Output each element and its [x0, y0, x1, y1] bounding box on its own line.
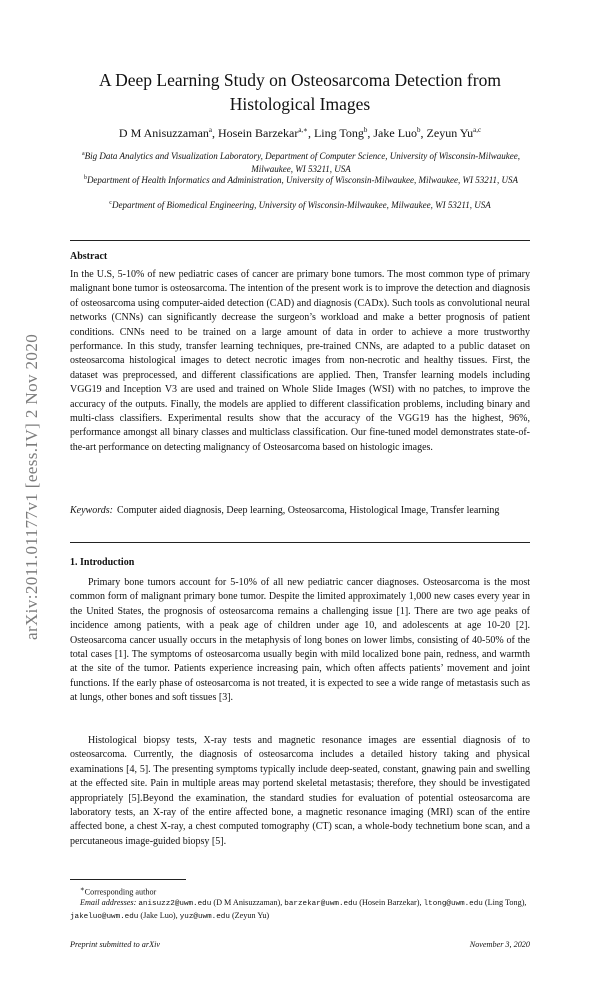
keywords: [70, 504, 530, 518]
author-name: Jake Luo: [373, 126, 418, 140]
email-owner: (D M Anisuzzaman),: [213, 898, 283, 907]
introduction-paragraph: Histological biopsy tests, X-ray tests and magnetic resonance images are essential diagnosis of to osteosarcoma. Currently, the diagnosis of osteosarcoma includes a detailed history taking and physical examinations [4, 5]. The presenting symptoms typically include deep-seated, constant, gnawing pain and swelling at the effected site. Pain in multiple areas may portend skeletal metastasis; therefore, they should be investigated appropriately [5].Beyond the examination, the standard studies for evaluation of potential osteosarcoma are laboratory tests, an X-ray of the entire affected bone, a magnetic resonance imaging (MRI) scan of the entire affected bone, a chest X-ray, a chest computed tomography (CT) scan, a whole-body technetium bone scan, and a percutaneous image-guided biopsy [5].: [70, 735, 530, 847]
author-name: Ling Tong: [313, 126, 364, 140]
affiliation: [76, 172, 526, 187]
author-name: Hosein Barzekar: [218, 126, 299, 140]
email-owner: (Hosein Barzekar),: [359, 898, 422, 907]
email-owner: (Zeyun Yu): [231, 911, 270, 920]
email-addresses: [70, 897, 530, 923]
title-line: A Deep Learning Study on Osteosarcoma Detection from: [99, 70, 501, 90]
affiliation-text: Department of Biomedical Engineering, University of Wisconsin-Milwaukee, Milwaukee, WI 53211, USA: [111, 200, 491, 210]
footnote-rule: [70, 879, 186, 880]
author-name: D M Anisuzzaman: [118, 126, 209, 140]
affiliation-mark: b: [83, 175, 87, 181]
author-affiliation-mark: a: [208, 126, 213, 134]
paper-title: [0, 68, 600, 116]
keywords-label: Keywords:: [70, 505, 113, 516]
email-link[interactable]: yuz@uwm.edu: [179, 913, 230, 921]
preprint-date: November 3, 2020: [469, 940, 530, 949]
email-link[interactable]: anisuzz2@uwm.edu: [138, 900, 212, 908]
abstract-bottom-rule: [70, 542, 530, 543]
author-list: D M Anisuzzaman$^a$, Hosein Barzekar$^{a,∗}$, Ling Tong$^b$, Jake Luo$^b$, Zeyun Yu$^{a,c}$: [118, 126, 482, 140]
affiliation: [76, 148, 526, 175]
arxiv-identifier-stamp: arXiv:2011.01177v1 [eess.IV] 2 Nov 2020: [22, 333, 41, 640]
title-line: Histological Images: [229, 94, 371, 114]
email-link[interactable]: jakeluo@uwm.edu: [70, 913, 139, 921]
author-affiliation-mark: b: [363, 126, 368, 134]
affiliation-text: Big Data Analytics and Visualization Laboratory, Department of Computer Science, University of Wisconsin-Milwaukee, Milwaukee, WI 53211, USA: [84, 151, 521, 174]
email-label: Email addresses:: [80, 898, 137, 907]
preprint-note: Preprint submitted to arXiv: [70, 940, 160, 949]
author-affiliation-mark: a,c: [473, 126, 482, 134]
keywords-text: Computer aided diagnosis, Deep learning, Osteosarcoma, Histological Image, Transfer learning: [116, 505, 500, 516]
affiliation: [50, 197, 550, 212]
email-link[interactable]: barzekar@uwm.edu: [284, 900, 358, 908]
email-owner: (Jake Luo),: [140, 911, 178, 920]
corresponding-text: Corresponding author: [84, 887, 157, 897]
author-name: Zeyun Yu: [426, 126, 474, 140]
affiliation-mark: a: [81, 151, 85, 157]
introduction-paragraph: Primary bone tumors account for 5-10% of all new pediatric cancer diagnoses. Osteosarcoma is the most common form of malignant primary bone tumor. Despite the limited approximately 1,000 new cases every year in the United States, the prognosis of osteosarcoma remains a challenging issue [1]. There are two age peaks of incidence among patients, with a peak age of children under age 10, and adolescents at age 10-20 [2]. Osteosarcoma cancer usually occurs in the metaphysis of long bones on lower limbs, consisting of 40-50% of the total cases [1]. The symptoms of osteosarcoma usually begin with mild localized bone pain, redness, and warmth at the site of the tumor. Patients experience increasing pain, which often affects patients’ movement and joint functions. If the early phase of osteosarcoma is not treated, it is expected to see a wide range of metastasis such as at lungs, other bones and soft tissues [3].: [70, 577, 530, 704]
email-link[interactable]: ltong@uwm.edu: [423, 900, 483, 908]
abstract-text: In the U.S, 5-10% of new pediatric cases of cancer are primary bone tumors. The most common type of primary malignant bone tumor is osteosarcoma. The intention of the present work is to improve the detection and diagnosis of osteosarcoma using computer-aided detection (CAD) and diagnosis (CADx). Such tools as convolutional neural networks (CNNs) can significantly decrease the surgeon’s workload and make a better prognosis of patient conditions. CNNs need to be trained on a large amount of data in order to achieve a more trustworthy performance. In this study, transfer learning techniques, pre-trained CNNs, are adapted to a public dataset on osteosarcoma histological images to detect necrotic images from non-necrotic and healthy tissues. First, the dataset was preprocessed, and different classifications are applied. Then, Transfer learning models including VGG19 and Inception V3 are used and trained on Whole Slide Images (WSI) with no patches, to improve the accuracy of the outputs. Finally, the models are applied to different classification problems, including binary and multi-class classifiers. Experimental results show that the accuracy of the VGG19 has the highest, 96%, performance amongst all binary classes and multiclass classification. Our fine-tuned model demonstrates state-of-the-art performance on detecting malignancy of Osteosarcoma based on histologic images.: [70, 269, 530, 453]
affiliation-text: Department of Health Informatics and Administration, University of Wisconsin-Milwaukee, Milwaukee, WI 53211, USA: [86, 175, 519, 185]
abstract-heading: Abstract: [70, 251, 108, 262]
introduction-heading: 1. Introduction: [70, 557, 135, 568]
author-affiliation-mark: a,∗: [298, 126, 308, 134]
abstract-top-rule: [70, 240, 530, 241]
affiliation-mark: c: [109, 200, 112, 206]
email-owner: (Ling Tong),: [484, 898, 527, 907]
corresponding-mark: ∗: [80, 886, 85, 893]
author-affiliation-mark: b: [417, 126, 421, 134]
